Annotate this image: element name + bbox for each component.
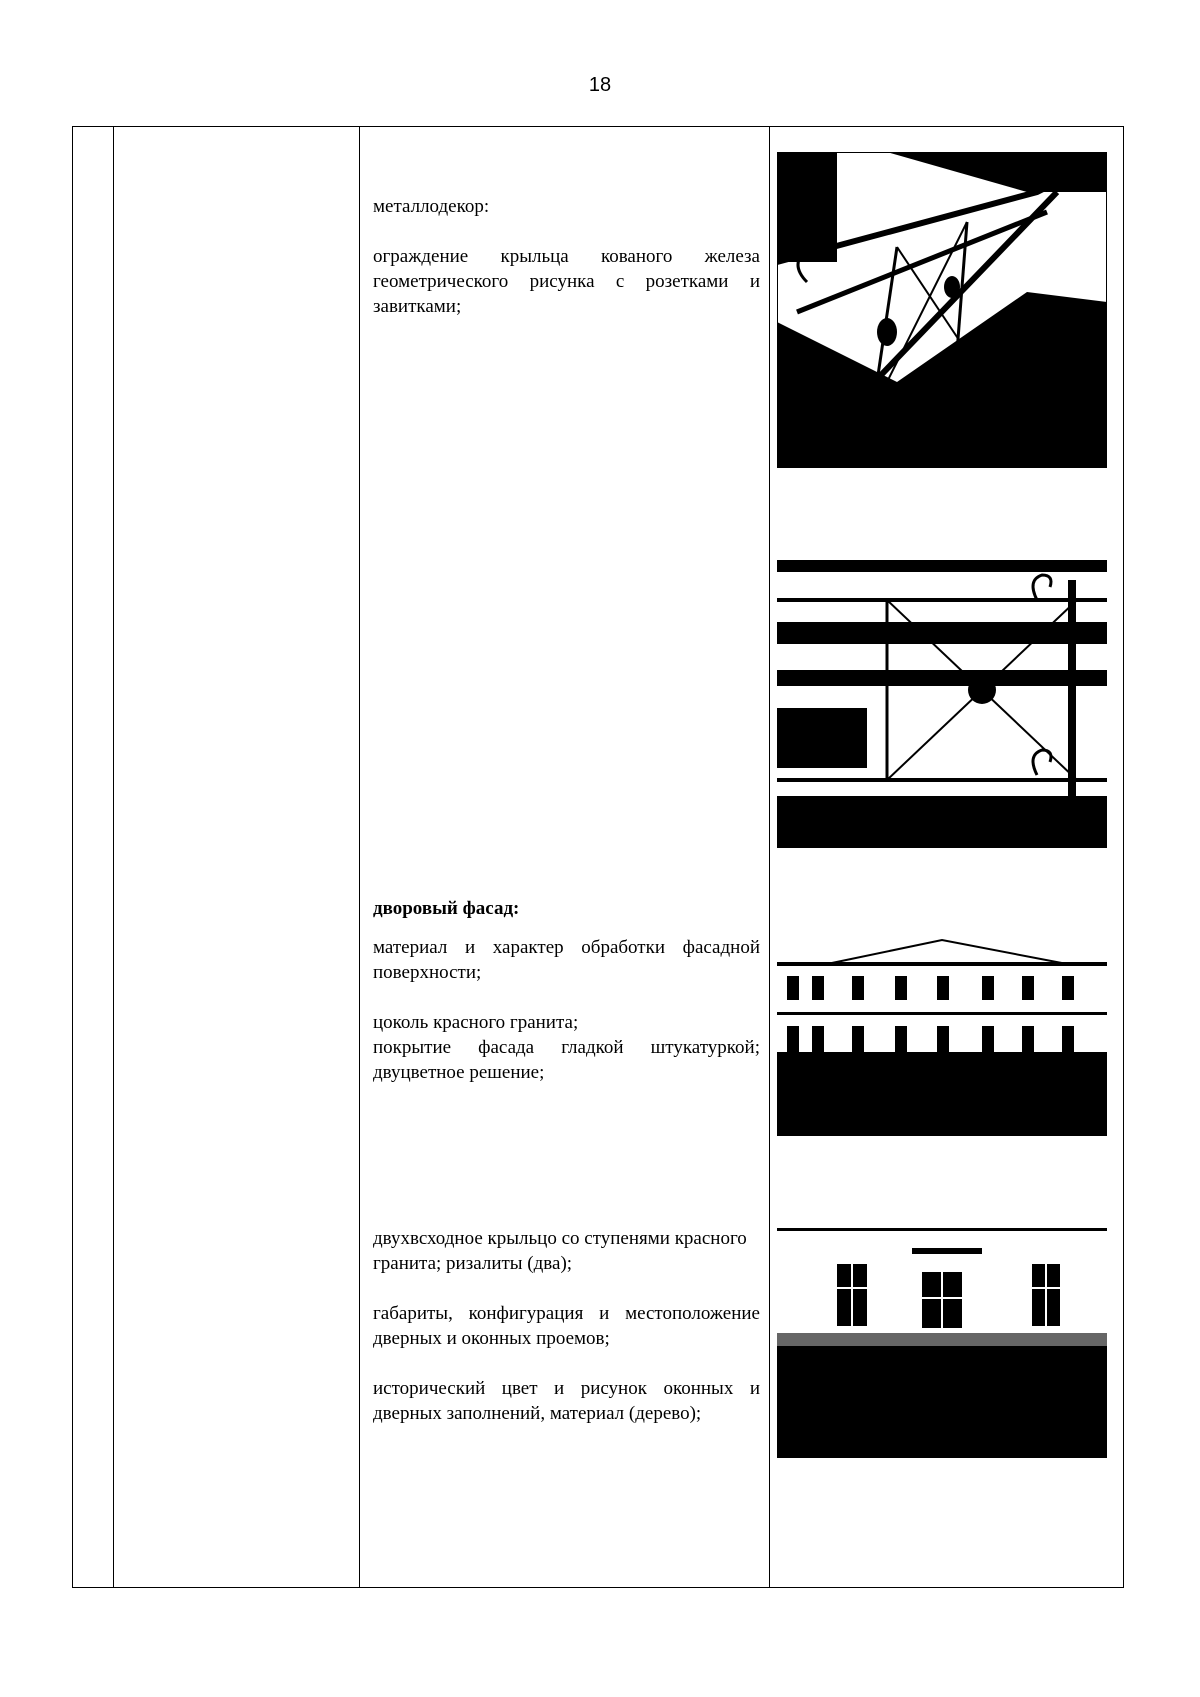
column-divider-1 [113, 127, 114, 1587]
porch-text: двухвсходное крыльцо со ступенями красного гранита; ризалиты (два); [373, 1228, 747, 1274]
photo-railing-2 [777, 560, 1107, 848]
photo-courtyard-facade [777, 936, 1107, 1136]
fillings-text: исторический цвет и рисунок оконных и дверных заполнений, материал (дерево); [373, 1378, 760, 1424]
railing-description: ограждение крыльца кованого железа геометрического рисунка с розетками и завитками; [373, 246, 760, 317]
plaster-text: покрытие фасада гладкой штукатуркой; [373, 1037, 760, 1058]
porch-block [373, 1226, 760, 1426]
plinth-text: цоколь красного гранита; [373, 1012, 579, 1033]
page-number: 18 [588, 74, 612, 96]
photo-railing-1 [777, 152, 1107, 468]
courtyard-facade-heading: дворовый фасад: [373, 898, 520, 919]
openings-text: габариты, конфигурация и местоположение дверных и оконных проемов; [373, 1303, 760, 1349]
photo-courtyard-porch [777, 1228, 1107, 1458]
column-divider-2 [359, 127, 360, 1587]
column-divider-3 [769, 127, 770, 1587]
metal-decor-block [373, 194, 760, 319]
facade-material-text: материал и характер обработки фасадной поверхности; [373, 937, 760, 983]
metal-decor-heading: металлодекор: [373, 196, 490, 217]
courtyard-facade-block [373, 896, 760, 1085]
two-color-text: двуцветное решение; [373, 1062, 545, 1083]
